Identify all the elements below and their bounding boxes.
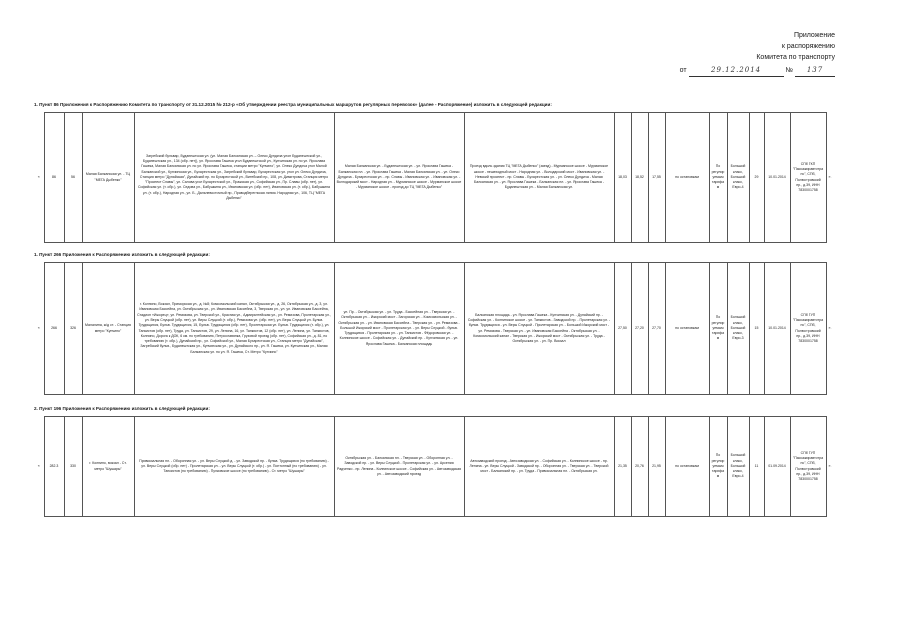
- carrier: СПб ГКП "Пассажиравтотранс", СПб, Полюстровский пр., д.39, ИНН 7830001758: [790, 113, 826, 243]
- vehicle-count: 29: [749, 113, 764, 243]
- quote-open: «: [37, 463, 40, 468]
- carrier: СПб ГУП "Пассажиравтотранс", СПб, Полюстровский пр., д.39, ИНН 7830001758: [790, 417, 826, 517]
- section-title: 1. Пункт 86 Приложения к Распоряжению Комитета по транспорту от 31.12.2015 № 212-р «Об утверждении реестра муниципальных маршрутов регулярных перевозок» (далее - Распоряжение) изложить в следующей редакции:: [34, 102, 552, 107]
- quote-close: ».: [828, 325, 832, 330]
- table-row: [34, 263, 872, 395]
- start-date: 10.01.2014: [764, 263, 790, 395]
- length-back: 27,20: [631, 263, 648, 395]
- number-label: №: [785, 67, 794, 74]
- order-reference: к распоряжению: [781, 43, 835, 50]
- tariff: По регулируемым тарифам: [709, 263, 727, 395]
- quote-open: «: [37, 174, 40, 179]
- stop-mode: по остановкам: [665, 263, 709, 395]
- stops-list: Загребский бульвар, Будапештская ул. (ул. Малая Балканская ул. – Олеко Дундича улон Будапештской ул., Будапештская ул., 134 (обр. нет)), ул. Ярослава Гашека угол Будапештской ул., Купчинская ул. по ул. Ярослава Гашека, Малая Балканская ул. по ул. Ярослава Гашека, станции метро "Купчино", ул. Олеко Дундича угол Малой Балканской ул., Купчинская ул., Бухарестская ул., Загребский бульвар, Бухарестская ул. угол ул. Олеко Дундича, Станция метро "Дунайская", Дунайский пр. по Бухарестской ул., Витебский пр., 108, ул. Димитрова, Станция метро "Проспект Славы", ул. Салова угол Бухарестской ул., Пражская ул., Софийская ул., Пр. Славы (обр. нет), ул. Софийская ул. (т. обр.), ул. Седова ул., Бабушкина ул., Ивановская ул. (обр. нет), Ивановская ул. (т. обр.), Бабушкина ул. (т. обр.), Народная ул., ул. Б., Дальневосточный пр., Праводберегнская линия. Народная ул., 106, ТЦ "МЕГА Дыбенко": [134, 113, 334, 243]
- stop-mode: по остановкам: [665, 113, 709, 243]
- stops-list: Привокзальная пл. - Оборонная ул. - ул. Веры Слуцкой д. - ул. Заводской пр. - бульв. Трудящихся (по требованию) - ул. Веры Слуцкой (обр. нет) - Пролетарская ул. - ул. Веры Слуцкой (т. обр.) - ул. Понтонный (по требованию) - ул. Танкистов (по требованию) - Пулковское шоссе (по требованию) - Ст. метро "Шушары": [134, 417, 334, 517]
- streets-reverse: Автозаводский проезд - Автозаводская ул. - Софийская ул. - Колпинское шоссе - пр. Ленина - ул. Веры Слуцкой - Заводской пр. - Оборонная ул. - Тверская ул. - Тверской мост - Балканский пр. - ул. Труда - Привокзальная пл. - Октябрьская ул.: [464, 417, 614, 517]
- row-number: 282.3: [44, 417, 64, 517]
- stop-mode: по остановкам: [665, 417, 709, 517]
- quote-close: ».: [828, 463, 832, 468]
- section-title: 2. Пункт 196 Приложения к Распоряжению изложить в следующей редакции:: [34, 406, 210, 411]
- streets-forward: Малая Балканская ул. - Будапештская ул. - ул. Ярослава Гашека - Балканская пл. - ул. Ярослава Гашека - Малая Балканская ул. - ул. Олеко Дундича - Бухарестская ул. - пр. Славы - Ивановская ул. - Ивановская ул. - Волгодарский мост - Народная ул. - Мурманское шоссе - Мурманское шоссе - Мурманское шоссе - проезд до ТЦ "МЕГА Дыбенко": [334, 113, 464, 243]
- from-label: от: [679, 67, 687, 74]
- table-row: [34, 113, 872, 243]
- length-total: 21,95: [648, 417, 665, 517]
- table-row: [34, 417, 872, 517]
- streets-reverse: Балканская площадь - ул. Ярослава Гашека - Купчинская ул. - Дунайский пр. - Софийская ул. - Колпинское шоссе - ул. Танкистов - Заводской пр. - Пролетарская ул. - бульв. Трудящихся - ул. Веры Слуцкой - Пролетарская ул. - Большой Ижорский мост - ул. Ремизова - Тверская ул. - ул. Ивановская Бассейна - Октябрьская ул. - Комсомольский канал - Тверская ул. - Ижорский мост - Октябрьская ул. - Труда - Октябрьская ул. - ул. Пр. Вокзал: [464, 263, 614, 395]
- route-name: Малалина, ж/д ст. - Станция метро "Купчино": [82, 263, 134, 395]
- vehicle-count: 15: [749, 263, 764, 395]
- route-table: [34, 416, 872, 517]
- quote-close: ».: [828, 174, 832, 179]
- vehicle-class: Большой класс, Большой класс, Евро-3: [727, 263, 749, 395]
- route-number: 326: [64, 263, 82, 395]
- stops-list: г. Колпино, Вокзал, Приморская ул., д. №8; Комсомольский канал, Октябрьская ул., д. 26, Октябрьская ул., д. 3, ул. Ивановская Бассейна, ул. Октябрьская ул., ул. Ивановская Бассейна, 3, Тверская ул., ул. ул. Ивановская Бассейна, Стадион «Ижорец», ул. Ремизова, ул. Тверской ул., Красная ул., Адмиралтейская ул., ул. Ремизова, Пролетарская ул., ул. Веры Слуцкой (обр. нет), ул. Веры Слуцкой (т. обр.), Ремизова ул. (обр. нет), ул. Веры Слуцкой ул. Бульв. Трудящихся, Бульв. Трудящихся, 15, Бульв. Трудящихся (обр. нет), Пролетарская ул. Бульв. Трудящихся (т. обр.), ул. Танкистов (обр. нет), Труда, ул. Танкистов, 29, ул. Ленина, 16, ул. Танкистов, 12 (обр. нет), ул. Ленина, ул. Танкистов, Колпино, Дорога к ДОК, 6 км. по требованию, Петрославянка, Грузовой проезд (обр. нет), Софийская ул., д. 81, по требованию (т. обр.), Дунайский пр., ул. Софийской ул., Малая Бухарестская ул., Станция метро "Дунайская", Загребский бульв., Будапештская ул., Купчинская ул., ул. Дунайского пр., ул. Я. Гашека, ул. Купчинская ул., Малая Балканская ул. по ул. Я. Гашека, Ст. Метро "Купчино": [134, 263, 334, 395]
- row-number: 86: [44, 113, 64, 243]
- vehicle-class: Большой класс, Большой класс, Евро-4: [727, 113, 749, 243]
- route-number: 330: [64, 417, 82, 517]
- length-back: 20,76: [631, 417, 648, 517]
- route-name: Малая Балканская ул. - ТЦ "МЕГА Дыбенко": [82, 113, 134, 243]
- route-table: [34, 112, 872, 243]
- document-header: [680, 30, 835, 77]
- vehicle-count: 11: [749, 417, 764, 517]
- route-table: [34, 262, 872, 395]
- length-forward: 27,50: [614, 263, 631, 395]
- start-date: 10.01.2014: [764, 113, 790, 243]
- handwritten-date: 29.12.2014: [689, 65, 784, 77]
- streets-forward: ул. Пр. - Октябрьская ул. - ул. Труда - Бассейная ул. - Тверская ул. - Октябрьская ул. - Ижорский мост - Загорская ул. - Комсомольская ул. - Октябрьская ул. - ул. Ивановская Бассейна - Тверская ул. - ул. Ремизова - Большой Ижорский мост - Пролетарская ул. - ул. Веры Слуцкой - бульв. Трудящихся - Пролетарская ул. - ул. Танкистов - Фёдоровская ул. - Колпинское шоссе - Софийская ул. - Дунайский пр. - Купчинская ул. - ул. Ярослава Гашека - Балканская площадь: [334, 263, 464, 395]
- start-date: 01.09.2014: [764, 417, 790, 517]
- length-back: 18,52: [631, 113, 648, 243]
- length-total: 27,70: [648, 263, 665, 395]
- committee-label: Комитета по транспорту: [756, 54, 835, 61]
- length-total: 17,55: [648, 113, 665, 243]
- length-forward: 18,03: [614, 113, 631, 243]
- handwritten-number: 137: [795, 65, 835, 77]
- date-number-line: [680, 65, 835, 77]
- section-title: 1. Пункт 266 Приложения к Распоряжению изложить в следующей редакции:: [34, 252, 210, 257]
- streets-reverse: Проезд вдоль здания ТЦ "МЕГА Дыбенко" (заезд) - Мурманское шоссе - Мурманское шоссе - пешеходный мост - Народная ул. - Володарский мост - Ивановская ул. - Невский проспект - пр. Славы - Бухарестская ул. - ул. Олеко Дундича - Малая Балканская ул. - ул. Ярослава Гашека - Балканская пл. - ул. Ярослава Гашека - Будапештская ул. - Малая Балканская ул.: [464, 113, 614, 243]
- row-number: 266: [44, 263, 64, 395]
- streets-forward: Октябрьская ул. - Балканская пл. - Тверская ул. - Оборонная ул. - Заводской пр. - ул. Веры Слуцкой - Пролетарская ул. - ул. Арсения Радченко - пр. Ленина - Колпинское шоссе - Софийская ул. - Автозаводская ул. - Автозаводский проезд: [334, 417, 464, 517]
- length-forward: 21,35: [614, 417, 631, 517]
- appendix-label: Приложение: [793, 32, 835, 39]
- vehicle-class: Большой класс, Большой класс, Евро-4: [727, 417, 749, 517]
- quote-open: «: [37, 325, 40, 330]
- route-name: г. Колпино, вокзал - Ст. метро "Шушары": [82, 417, 134, 517]
- carrier: СПб ГУП "Пассажиравтотранс", СПб, Полюстровский пр., д.39, ИНН 7830001758: [790, 263, 826, 395]
- route-number: 56: [64, 113, 82, 243]
- tariff: По регулируемым тарифам: [709, 113, 727, 243]
- tariff: По регулируемым тарифам: [709, 417, 727, 517]
